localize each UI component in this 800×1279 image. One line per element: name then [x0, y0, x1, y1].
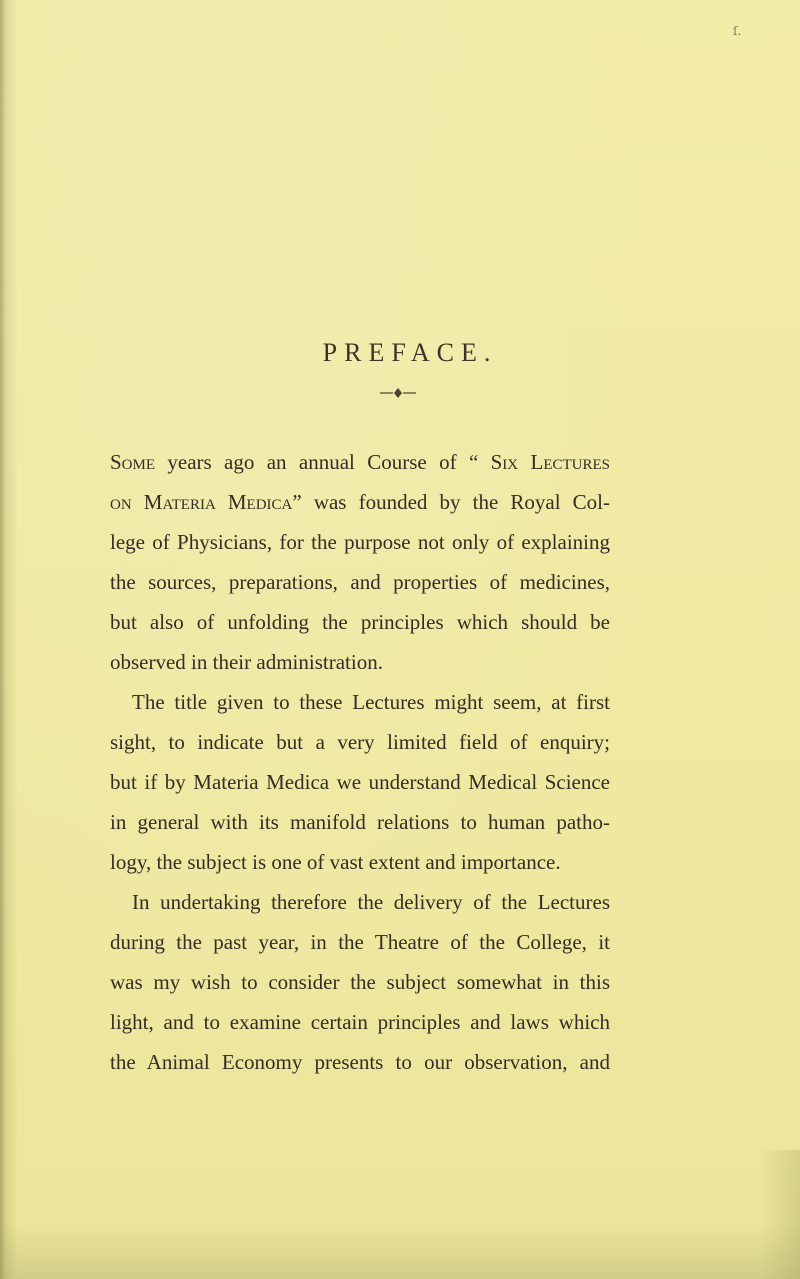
text-line — [110, 482, 610, 522]
text-span: In undertaking therefore the delivery of the Lectures — [132, 890, 610, 914]
text-line — [110, 802, 610, 842]
text-line — [110, 1042, 610, 1082]
text-line — [110, 442, 610, 482]
text-span: but if by Materia Medica we understand Medical Science — [110, 770, 610, 794]
text-line — [110, 842, 610, 882]
text-line — [110, 682, 610, 722]
text-span: the sources, preparations, and properties of medicines, — [110, 570, 610, 594]
text-line — [110, 1002, 610, 1042]
text-span: ” was founded by the Royal Col- — [292, 490, 610, 514]
preface-text — [110, 442, 610, 1082]
ornament-divider-icon — [378, 385, 418, 401]
text-span: Some — [110, 450, 156, 474]
text-line — [110, 562, 610, 602]
page-bottom-shadow — [0, 1220, 800, 1279]
text-span: on Materia Medica — [110, 490, 293, 514]
text-span: during the past year, in the Theatre of the College, it — [110, 930, 610, 954]
text-line — [110, 762, 610, 802]
text-span: sight, to indicate but a very limited field of enquiry; — [110, 730, 610, 754]
text-line — [110, 882, 610, 922]
text-span: The title given to these Lectures might seem, at first — [132, 690, 610, 714]
text-span: but also of unfolding the principles which should be — [110, 610, 610, 634]
text-line — [110, 722, 610, 762]
text-span: in general with its manifold relations to human patho- — [110, 810, 610, 834]
corner-mark: ſ. — [733, 24, 742, 38]
text-span: observed in their administration. — [110, 650, 383, 674]
text-line — [110, 642, 610, 682]
text-line — [110, 602, 610, 642]
text-span: light, and to examine certain principles and laws which — [110, 1010, 610, 1034]
text-span: was my wish to consider the subject somewhat in this — [110, 970, 610, 994]
text-span: lege of Physicians, for the purpose not only of explaining — [110, 530, 610, 554]
text-span: logy, the subject is one of vast extent and importance. — [110, 850, 561, 874]
page-corner-shadow — [760, 1150, 800, 1279]
text-span: the Animal Economy presents to our observation, and — [110, 1050, 610, 1074]
text-line — [110, 962, 610, 1002]
text-span: years ago an annual Course of “ — [155, 450, 491, 474]
text-line — [110, 522, 610, 562]
preface-heading: PREFACE. — [322, 338, 498, 367]
text-line — [110, 922, 610, 962]
text-span: Six Lectures — [490, 450, 610, 474]
